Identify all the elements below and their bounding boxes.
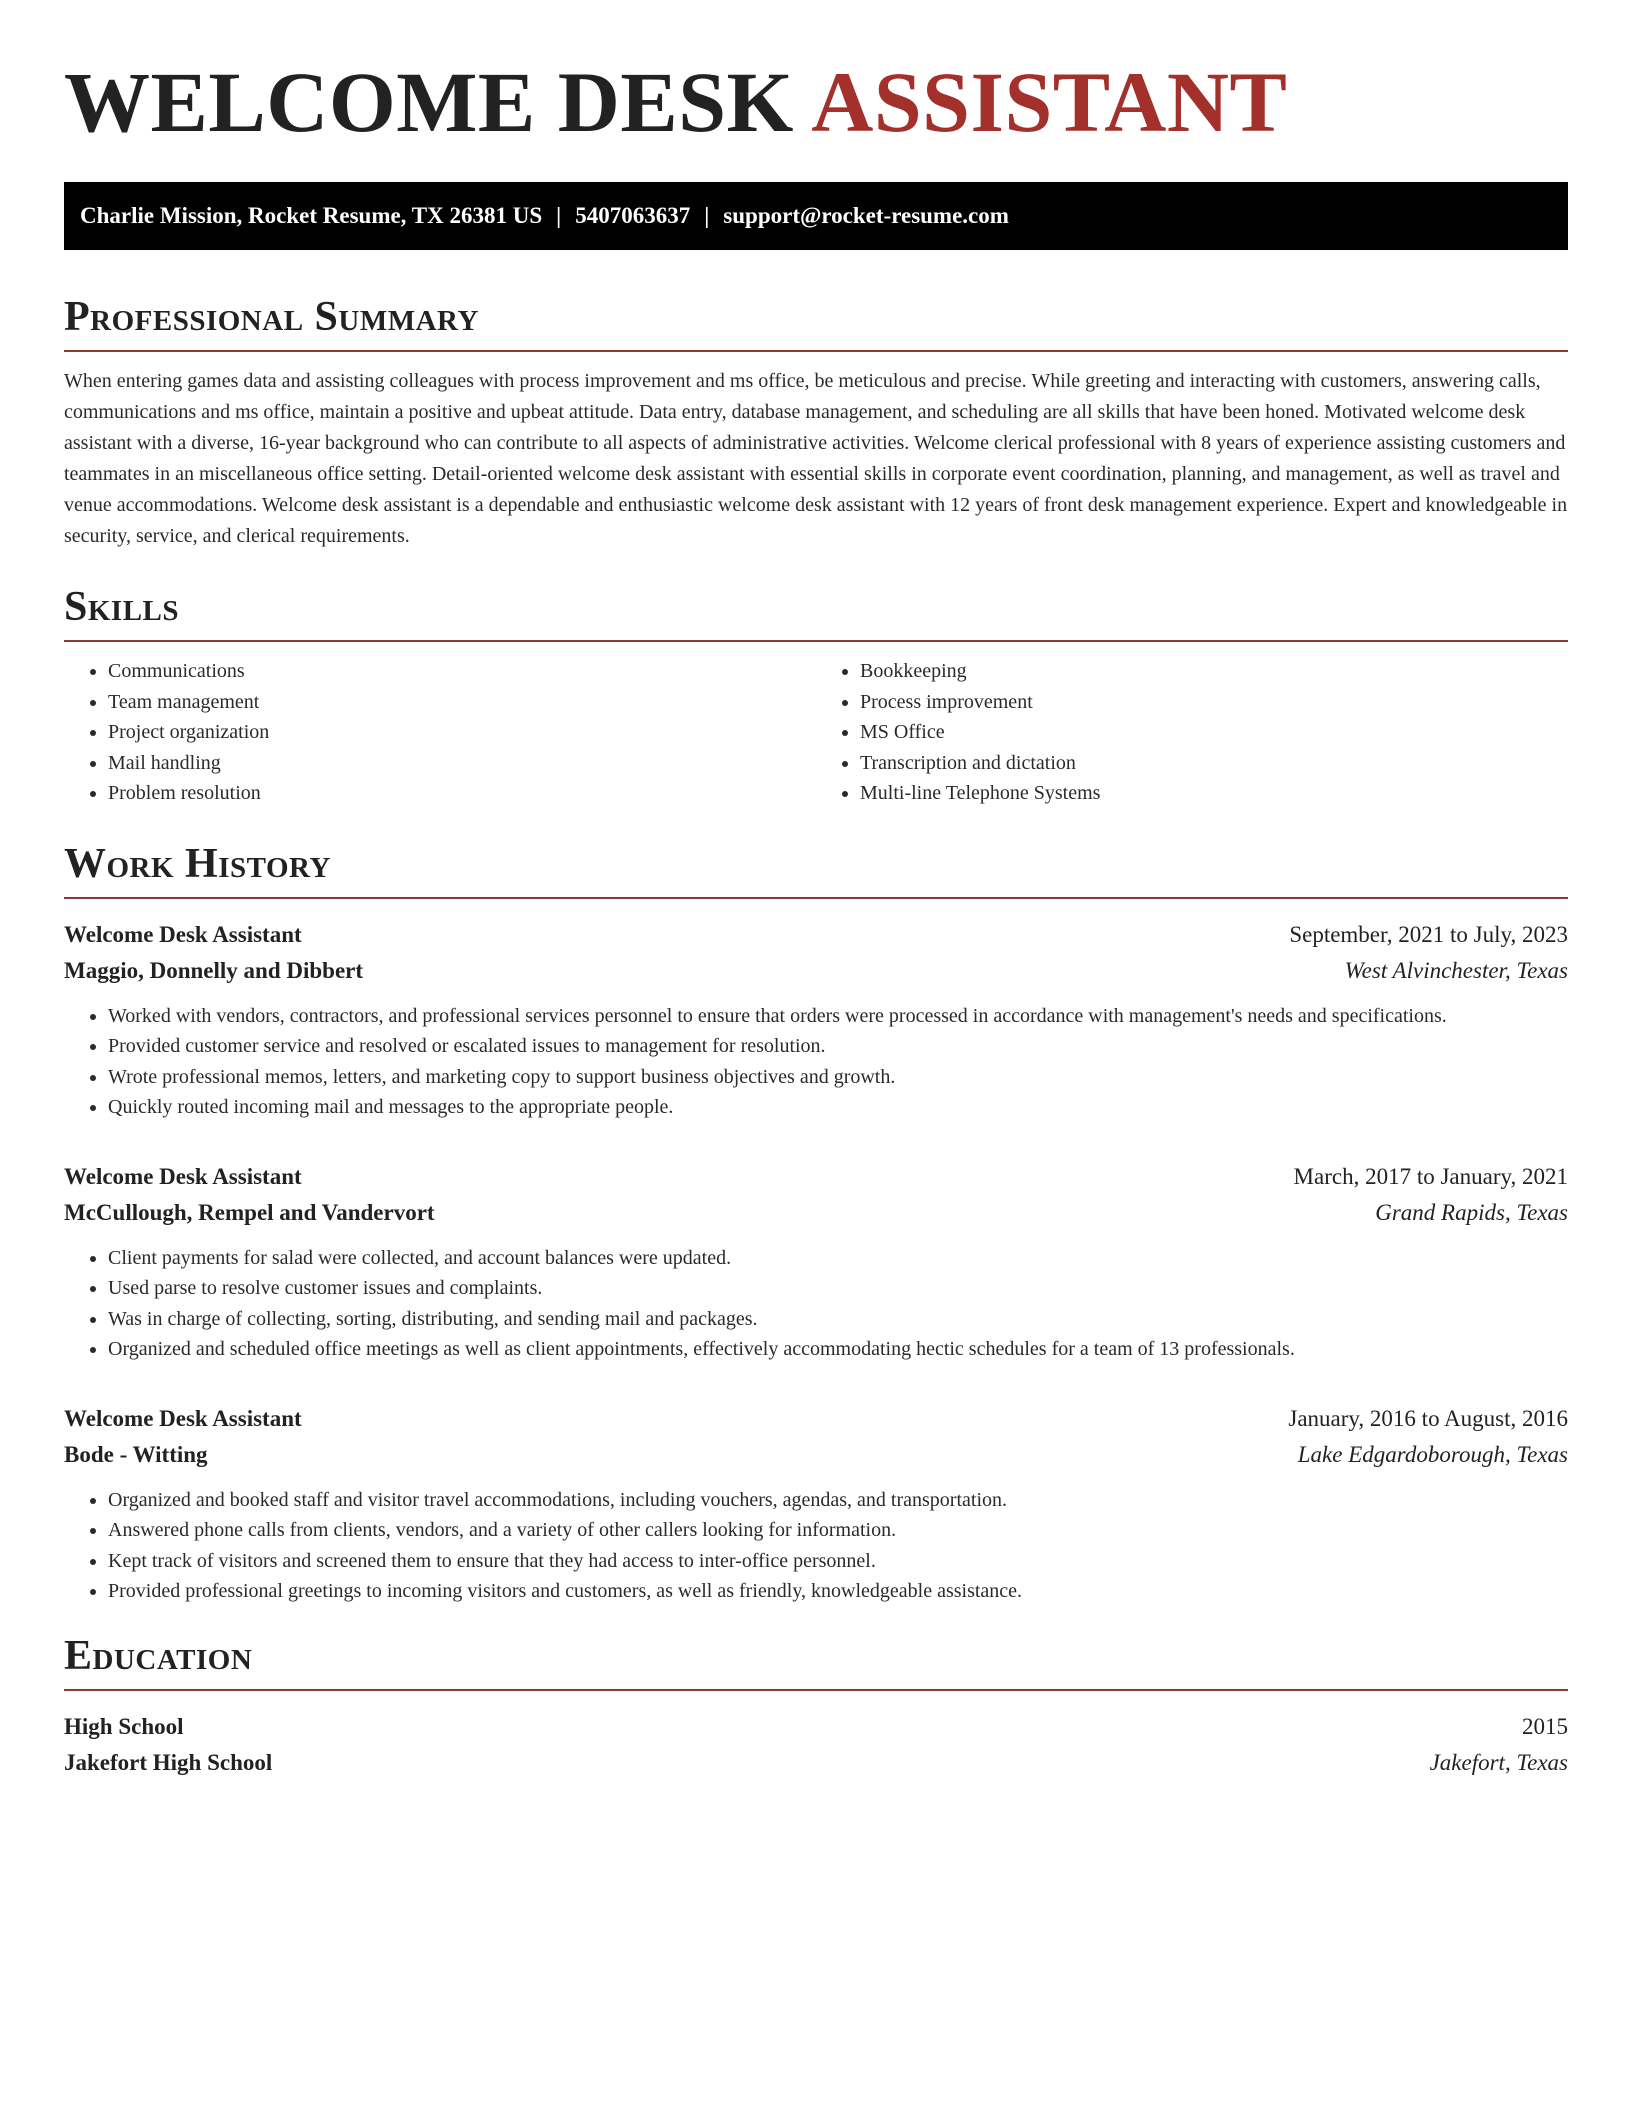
job-header-row: [64, 1401, 1568, 1437]
section-heading-work-history: Work History: [64, 840, 331, 887]
job-dates: January, 2016 to August, 2016: [1288, 1405, 1568, 1431]
job-bullet: • Organized and booked staff and visitor travel accommodations, including vouchers, agendas, and transportation.: [108, 1485, 1568, 1516]
education-school-row: [64, 1745, 1568, 1781]
job-title: Welcome Desk Assistant: [64, 1405, 302, 1431]
job-company: Maggio, Donnelly and Dibbert: [64, 957, 364, 983]
summary-paragraph: When entering games data and assisting colleagues with process improvement and ms office, be meticulous and precise. While greeting and interacting with customers, answering calls, communications and ms office, maintain a positive and upbeat attitude. Data entry, database management, and scheduling are all skills that have been honed. Motivated welcome desk assistant with a diverse, 16-year background who can contribute to all aspects of administrative activities. Welcome clerical professional with 8 years of experience assisting customers and teammates in an miscellaneous office setting. Detail-oriented welcome desk assistant with essential skills in corporate event coordination, planning, and management, as well as travel and venue accommodations. Welcome desk assistant is a dependable and enthusiastic welcome desk assistant with 12 years of front desk management experience. Expert and knowledgeable in security, service, and clerical requirements.: [64, 370, 1568, 547]
job-bullet: • Answered phone calls from clients, vendors, and a variety of other callers looking for information.: [108, 1515, 1568, 1546]
skill-item: • Process improvement: [860, 687, 1568, 718]
job-bullets: [64, 1485, 1568, 1607]
contact-separator: |: [556, 203, 562, 228]
title-accent-part: ASSISTANT: [811, 54, 1288, 150]
skills-grid: [64, 656, 1568, 809]
job-bullet: • Wrote professional memos, letters, and marketing copy to support business objectives and growth.: [108, 1062, 1568, 1093]
skills-column-left: [64, 656, 816, 809]
section-heading-education: Education: [64, 1632, 253, 1679]
section-divider: [64, 897, 1568, 899]
education-entry: [64, 1709, 1568, 1781]
job-bullets: [64, 1243, 1568, 1365]
job-bullet: • Provided professional greetings to incoming visitors and customers, as well as friendly, knowledgeable assistance.: [108, 1576, 1568, 1607]
skills-column-right: [816, 656, 1568, 809]
job-entry: [64, 1159, 1568, 1365]
job-entry: [64, 1401, 1568, 1607]
job-bullet: • Was in charge of collecting, sorting, distributing, and sending mail and packages.: [108, 1304, 1568, 1335]
skill-item: • Team management: [108, 687, 816, 718]
contact-address: Charlie Mission, Rocket Resume, TX 26381 US: [80, 203, 543, 228]
skill-item: • Communications: [108, 656, 816, 687]
contact-bar: [64, 182, 1568, 250]
contact-separator: |: [704, 203, 710, 228]
skill-item: • MS Office: [860, 717, 1568, 748]
job-bullets: [64, 1001, 1568, 1123]
job-bullet: • Organized and scheduled office meetings as well as client appointments, effectively accommodating hectic schedules for a team of 13 professionals.: [108, 1334, 1568, 1365]
job-company-row: [64, 1437, 1568, 1473]
job-location: Lake Edgardoborough, Texas: [1297, 1441, 1568, 1467]
skill-item: • Transcription and dictation: [860, 748, 1568, 779]
job-bullet: • Used parse to resolve customer issues and complaints.: [108, 1273, 1568, 1304]
job-title: Welcome Desk Assistant: [64, 921, 302, 947]
job-company: Bode - Witting: [64, 1441, 208, 1467]
job-entry: [64, 917, 1568, 1123]
education-header-row: [64, 1709, 1568, 1745]
section-divider: [64, 350, 1568, 352]
resume-title: [64, 52, 1568, 152]
skill-item: • Multi-line Telephone Systems: [860, 778, 1568, 809]
job-company: McCullough, Rempel and Vandervort: [64, 1199, 435, 1225]
job-header-row: [64, 1159, 1568, 1195]
job-bullet: • Worked with vendors, contractors, and professional services personnel to ensure that orders were processed in accordance with management's needs and specifications.: [108, 1001, 1568, 1032]
title-first-part: WELCOME DESK: [64, 54, 794, 150]
job-dates: September, 2021 to July, 2023: [1289, 921, 1568, 947]
section-heading-skills: Skills: [64, 584, 180, 630]
skill-item: • Bookkeeping: [860, 656, 1568, 687]
skill-item: • Project organization: [108, 717, 816, 748]
job-location: West Alvinchester, Texas: [1344, 957, 1568, 983]
professional-summary-section: [64, 292, 1568, 552]
contact-email: support@rocket-resume.com: [723, 203, 1009, 228]
section-divider: [64, 640, 1568, 642]
education-school: Jakefort High School: [64, 1749, 273, 1775]
section-divider: [64, 1689, 1568, 1691]
skills-section: [64, 582, 1568, 809]
job-bullet: • Kept track of visitors and screened them to ensure that they had access to inter-office personnel.: [108, 1546, 1568, 1577]
job-location: Grand Rapids, Texas: [1375, 1199, 1568, 1225]
job-dates: March, 2017 to January, 2021: [1293, 1163, 1568, 1189]
contact-phone: 5407063637: [575, 203, 691, 228]
job-header-row: [64, 917, 1568, 953]
skill-item: • Problem resolution: [108, 778, 816, 809]
work-history-section: [64, 839, 1568, 1607]
job-bullet: • Quickly routed incoming mail and messages to the appropriate people.: [108, 1092, 1568, 1123]
education-location: Jakefort, Texas: [1429, 1749, 1568, 1775]
education-year: 2015: [1522, 1713, 1568, 1739]
education-degree: High School: [64, 1713, 184, 1739]
education-section: [64, 1631, 1568, 1781]
job-bullet: • Client payments for salad were collected, and account balances were updated.: [108, 1243, 1568, 1274]
section-heading-summary: Professional Summary: [64, 294, 479, 340]
job-bullet: • Provided customer service and resolved or escalated issues to management for resolution.: [108, 1031, 1568, 1062]
skill-item: • Mail handling: [108, 748, 816, 779]
job-company-row: [64, 1195, 1568, 1231]
job-title: Welcome Desk Assistant: [64, 1163, 302, 1189]
job-company-row: [64, 953, 1568, 989]
